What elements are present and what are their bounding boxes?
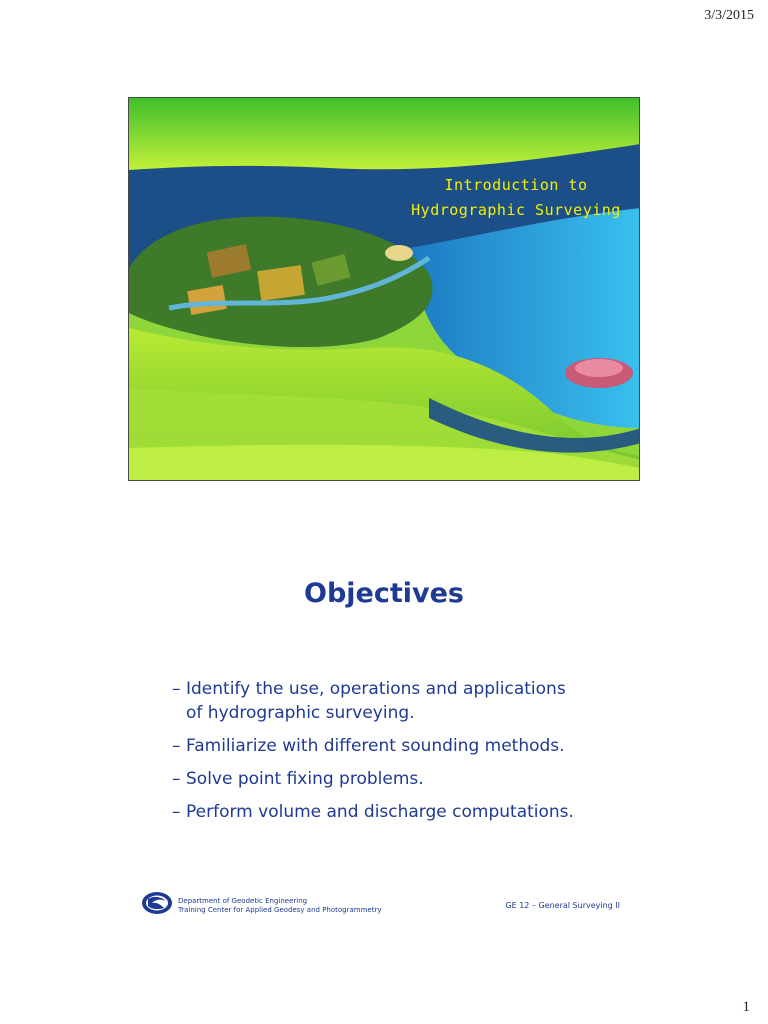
department-logo-icon [140, 890, 174, 916]
list-item-text: Identify the use, operations and applications [186, 679, 566, 699]
objectives-title: Objectives [304, 578, 464, 609]
department-line: Training Center for Applied Geodesy and Photogrammetry [178, 906, 382, 914]
bullet-marker: – [172, 679, 181, 699]
page-number: 1 [742, 999, 750, 1015]
objectives-list [172, 677, 632, 833]
list-item [172, 800, 632, 824]
list-item-text: Perform volume and discharge computations. [186, 802, 574, 822]
title-slide [128, 97, 640, 481]
list-item [172, 677, 632, 725]
slide-title-line: Introduction to [444, 176, 588, 194]
slide-footer [140, 888, 630, 918]
print-date: 3/3/2015 [704, 8, 754, 23]
list-item [172, 767, 632, 791]
bullet-marker: – [172, 736, 181, 756]
title-slide-background [129, 98, 640, 481]
course-name: GE 12 – General Surveying II [505, 901, 620, 910]
list-item-text: Solve point fixing problems. [186, 769, 424, 789]
department-name [178, 897, 381, 915]
list-item-text: Familiarize with different sounding methods. [186, 736, 565, 756]
department-line: Department of Geodetic Engineering [178, 897, 308, 905]
bullet-marker: – [172, 802, 181, 822]
slide-title-line: Hydrographic Surveying [411, 201, 621, 219]
objectives-slide [128, 528, 640, 928]
list-item-text: of hydrographic surveying. [186, 703, 415, 723]
slide-title [391, 173, 640, 223]
list-item [172, 734, 632, 758]
bullet-marker: – [172, 769, 181, 789]
